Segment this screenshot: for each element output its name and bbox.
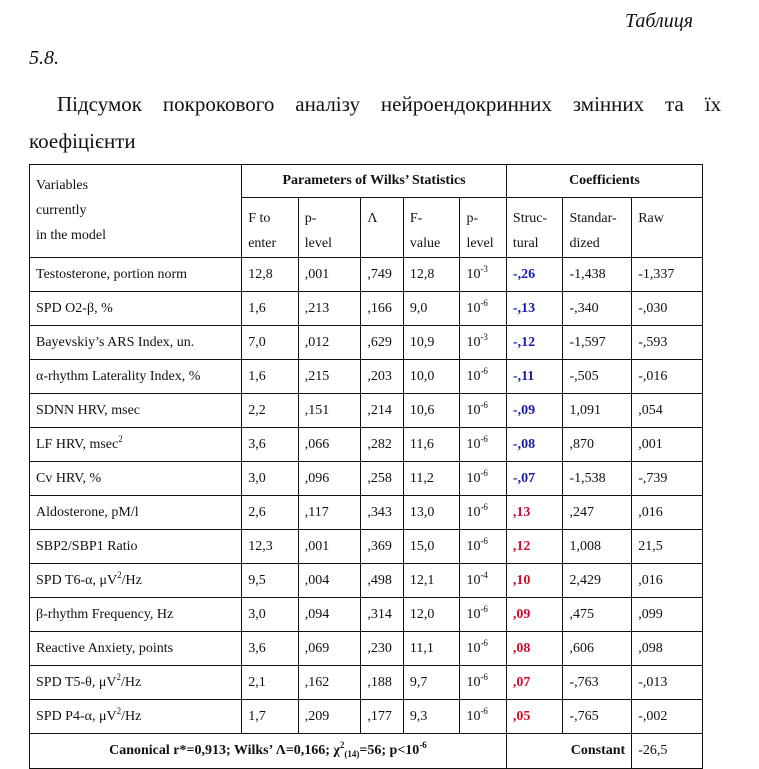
- p-level: ,069: [298, 632, 361, 666]
- structural-coef: ,09: [506, 598, 563, 632]
- lambda: ,369: [361, 530, 403, 564]
- raw-coef: ,098: [632, 632, 703, 666]
- f-value: 9,3: [403, 700, 460, 734]
- table-row: [30, 258, 703, 292]
- header-line: Standar-: [569, 211, 617, 226]
- p-level: ,215: [298, 360, 361, 394]
- f-to-enter: 2,2: [242, 394, 299, 428]
- standardized-coef: -,763: [563, 666, 632, 700]
- f-to-enter: 3,0: [242, 598, 299, 632]
- raw-coef: ,001: [632, 428, 703, 462]
- header-group-wilks: Parameters of Wilks’ Statistics: [242, 165, 507, 198]
- wilks-statistics-table: [29, 164, 703, 769]
- f-to-enter: 3,6: [242, 428, 299, 462]
- lambda: ,188: [361, 666, 403, 700]
- f-value: 15,0: [403, 530, 460, 564]
- f-value: 9,0: [403, 292, 460, 326]
- variable-name: SPD T5-θ, $\mu V^2/Hz$: [30, 666, 242, 700]
- p-exp: -6: [419, 740, 427, 750]
- header-variables: [30, 165, 242, 258]
- p-level: ,151: [298, 394, 361, 428]
- f-value: 10,0: [403, 360, 460, 394]
- summary-text: =56; p<10: [359, 743, 420, 758]
- header-line: dized: [569, 236, 600, 251]
- f-value: 11,2: [403, 462, 460, 496]
- standardized-coef: 1,091: [563, 394, 632, 428]
- structural-coef: -,12: [506, 326, 563, 360]
- f-value: 10,9: [403, 326, 460, 360]
- lambda: ,314: [361, 598, 403, 632]
- p-level: ,012: [298, 326, 361, 360]
- header-line: F to: [248, 211, 271, 226]
- p-level-2: $10^{-6}$: [460, 598, 506, 632]
- f-to-enter: 1,7: [242, 700, 299, 734]
- chi-sup: 2: [339, 740, 345, 750]
- chi-sub: (14): [344, 749, 360, 759]
- table-title-line1: [29, 92, 721, 117]
- f-value: 11,1: [403, 632, 460, 666]
- standardized-coef: -,340: [563, 292, 632, 326]
- header-line: Raw: [638, 211, 664, 226]
- variable-name: LF HRV, msec$^2$: [30, 428, 242, 462]
- lambda: ,749: [361, 258, 403, 292]
- structural-coef: -,13: [506, 292, 563, 326]
- table-caption-number: 5.8.: [29, 47, 59, 69]
- variable-name: SDNN HRV, msec: [30, 394, 242, 428]
- structural-coef: ,05: [506, 700, 563, 734]
- raw-coef: -,016: [632, 360, 703, 394]
- structural-coef: ,08: [506, 632, 563, 666]
- f-to-enter: 2,1: [242, 666, 299, 700]
- standardized-coef: 1,008: [563, 530, 632, 564]
- table-row: [30, 360, 703, 394]
- lambda: ,343: [361, 496, 403, 530]
- header-line: value: [409, 236, 441, 251]
- lambda: ,177: [361, 700, 403, 734]
- header-p-level: [298, 198, 361, 258]
- standardized-coef: -,505: [563, 360, 632, 394]
- raw-coef: -,002: [632, 700, 703, 734]
- header-group-coefficients: Coefficients: [506, 165, 702, 198]
- p-level: ,066: [298, 428, 361, 462]
- header-line: F-: [409, 211, 423, 226]
- raw-coef: ,016: [632, 564, 703, 598]
- variable-name: Bayevskiy’s ARS Index, un.: [30, 326, 242, 360]
- table-row: [30, 632, 703, 666]
- lambda: ,214: [361, 394, 403, 428]
- title-word: покрокового: [162, 92, 275, 116]
- p-level: ,162: [298, 666, 361, 700]
- p-level-2: $10^{-6}$: [460, 496, 506, 530]
- header-line: level: [304, 236, 332, 251]
- title-word: аналізу: [295, 92, 360, 116]
- standardized-coef: -1,538: [563, 462, 632, 496]
- structural-coef: -,08: [506, 428, 563, 462]
- structural-coef: ,12: [506, 530, 563, 564]
- raw-coef: -,013: [632, 666, 703, 700]
- header-variables-line: in the model: [36, 228, 106, 243]
- header-line: p-: [466, 211, 479, 226]
- f-value: 12,8: [403, 258, 460, 292]
- table-row: [30, 462, 703, 496]
- title-word: Підсумок: [57, 92, 142, 116]
- lambda: ,230: [361, 632, 403, 666]
- table-row: [30, 700, 703, 734]
- f-value: 12,0: [403, 598, 460, 632]
- variable-name: β-rhythm Frequency, Hz: [30, 598, 242, 632]
- canonical-summary: [30, 734, 507, 769]
- lambda: ,203: [361, 360, 403, 394]
- table-row: [30, 530, 703, 564]
- variable-name: SPD P4-α, $\mu V^2/Hz$: [30, 700, 242, 734]
- header-p-level-2: [460, 198, 506, 258]
- variable-name: α-rhythm Laterality Index, %: [30, 360, 242, 394]
- structural-coef: -,07: [506, 462, 563, 496]
- header-line: Struc-: [512, 211, 548, 226]
- constant-label: Constant: [506, 734, 631, 769]
- summary-text: Canonical r*=0,913; Wilks’ Λ=0,166; χ: [109, 743, 340, 758]
- f-value: 11,6: [403, 428, 460, 462]
- p-level-2: $10^{-6}$: [460, 292, 506, 326]
- structural-coef: -,09: [506, 394, 563, 428]
- header-raw: [632, 198, 703, 258]
- p-level-2: $10^{-3}$: [460, 258, 506, 292]
- p-level: ,094: [298, 598, 361, 632]
- header-variables-line: currently: [36, 203, 87, 218]
- header-f-to-enter: [242, 198, 299, 258]
- standardized-coef: ,247: [563, 496, 632, 530]
- p-level-2: $10^{-6}$: [460, 462, 506, 496]
- variable-name: SPD T6-α, $\mu V^2/Hz$: [30, 564, 242, 598]
- raw-coef: -1,337: [632, 258, 703, 292]
- standardized-coef: -,765: [563, 700, 632, 734]
- p-level-2: $10^{-4}$: [460, 564, 506, 598]
- raw-coef: ,054: [632, 394, 703, 428]
- header-structural: [506, 198, 563, 258]
- standardized-coef: ,606: [563, 632, 632, 666]
- title-word: нейроендокринних: [380, 92, 552, 116]
- raw-coef: ,099: [632, 598, 703, 632]
- f-value: 13,0: [403, 496, 460, 530]
- variable-name: Aldosterone, pM/l: [30, 496, 242, 530]
- f-to-enter: 12,3: [242, 530, 299, 564]
- p-level: ,117: [298, 496, 361, 530]
- standardized-coef: 2,429: [563, 564, 632, 598]
- raw-coef: -,030: [632, 292, 703, 326]
- raw-coef: 21,5: [632, 530, 703, 564]
- p-level-2: $10^{-6}$: [460, 632, 506, 666]
- f-to-enter: 12,8: [242, 258, 299, 292]
- header-line: level: [466, 236, 494, 251]
- p-level: ,001: [298, 530, 361, 564]
- table-row: [30, 598, 703, 632]
- variable-name: Reactive Anxiety, points: [30, 632, 242, 666]
- f-to-enter: 1,6: [242, 292, 299, 326]
- p-level-2: $10^{-6}$: [460, 360, 506, 394]
- standardized-coef: ,475: [563, 598, 632, 632]
- title-word: їх: [704, 92, 722, 116]
- p-level-2: $10^{-6}$: [460, 666, 506, 700]
- structural-coef: ,13: [506, 496, 563, 530]
- variable-name: Testosterone, portion norm: [30, 258, 242, 292]
- structural-coef: -,26: [506, 258, 563, 292]
- raw-coef: ,016: [632, 496, 703, 530]
- table-row: [30, 666, 703, 700]
- p-level: ,001: [298, 258, 361, 292]
- header-f-value: [403, 198, 460, 258]
- p-level: ,004: [298, 564, 361, 598]
- raw-coef: -,739: [632, 462, 703, 496]
- header-line: Λ: [367, 211, 378, 226]
- table-title-line2: коефіцієнти: [29, 129, 136, 153]
- raw-coef: -,593: [632, 326, 703, 360]
- variable-name: SPD O2-β, %: [30, 292, 242, 326]
- table-caption-label: Таблиця: [625, 10, 693, 32]
- f-to-enter: 7,0: [242, 326, 299, 360]
- lambda: ,258: [361, 462, 403, 496]
- header-line: tural: [512, 236, 539, 251]
- structural-coef: ,07: [506, 666, 563, 700]
- f-to-enter: 3,6: [242, 632, 299, 666]
- header-variables-line: Variables: [36, 178, 89, 193]
- p-level-2: $10^{-3}$: [460, 326, 506, 360]
- constant-value: -26,5: [632, 734, 703, 769]
- structural-coef: ,10: [506, 564, 563, 598]
- title-word: та: [665, 92, 684, 116]
- table-row: [30, 428, 703, 462]
- p-level: ,209: [298, 700, 361, 734]
- table-row: [30, 292, 703, 326]
- p-level-2: $10^{-6}$: [460, 700, 506, 734]
- f-to-enter: 9,5: [242, 564, 299, 598]
- f-to-enter: 3,0: [242, 462, 299, 496]
- lambda: ,166: [361, 292, 403, 326]
- p-level: ,096: [298, 462, 361, 496]
- header-lambda: [361, 198, 403, 258]
- table-row: [30, 394, 703, 428]
- p-level-2: $10^{-6}$: [460, 428, 506, 462]
- f-to-enter: 2,6: [242, 496, 299, 530]
- f-value: 12,1: [403, 564, 460, 598]
- structural-coef: -,11: [506, 360, 563, 394]
- standardized-coef: ,870: [563, 428, 632, 462]
- header-line: enter: [248, 236, 277, 251]
- p-level-2: $10^{-6}$: [460, 394, 506, 428]
- variable-name: SBP2/SBP1 Ratio: [30, 530, 242, 564]
- lambda: ,282: [361, 428, 403, 462]
- table-row: [30, 564, 703, 598]
- standardized-coef: -1,438: [563, 258, 632, 292]
- table-row: [30, 326, 703, 360]
- table-row: [30, 496, 703, 530]
- f-value: 9,7: [403, 666, 460, 700]
- p-level-2: $10^{-6}$: [460, 530, 506, 564]
- f-to-enter: 1,6: [242, 360, 299, 394]
- lambda: ,629: [361, 326, 403, 360]
- title-word: змінних: [572, 92, 645, 116]
- variable-name: Cv HRV, %: [30, 462, 242, 496]
- p-level: ,213: [298, 292, 361, 326]
- f-value: 10,6: [403, 394, 460, 428]
- header-standardized: [563, 198, 632, 258]
- standardized-coef: -1,597: [563, 326, 632, 360]
- lambda: ,498: [361, 564, 403, 598]
- header-line: p-: [304, 211, 317, 226]
